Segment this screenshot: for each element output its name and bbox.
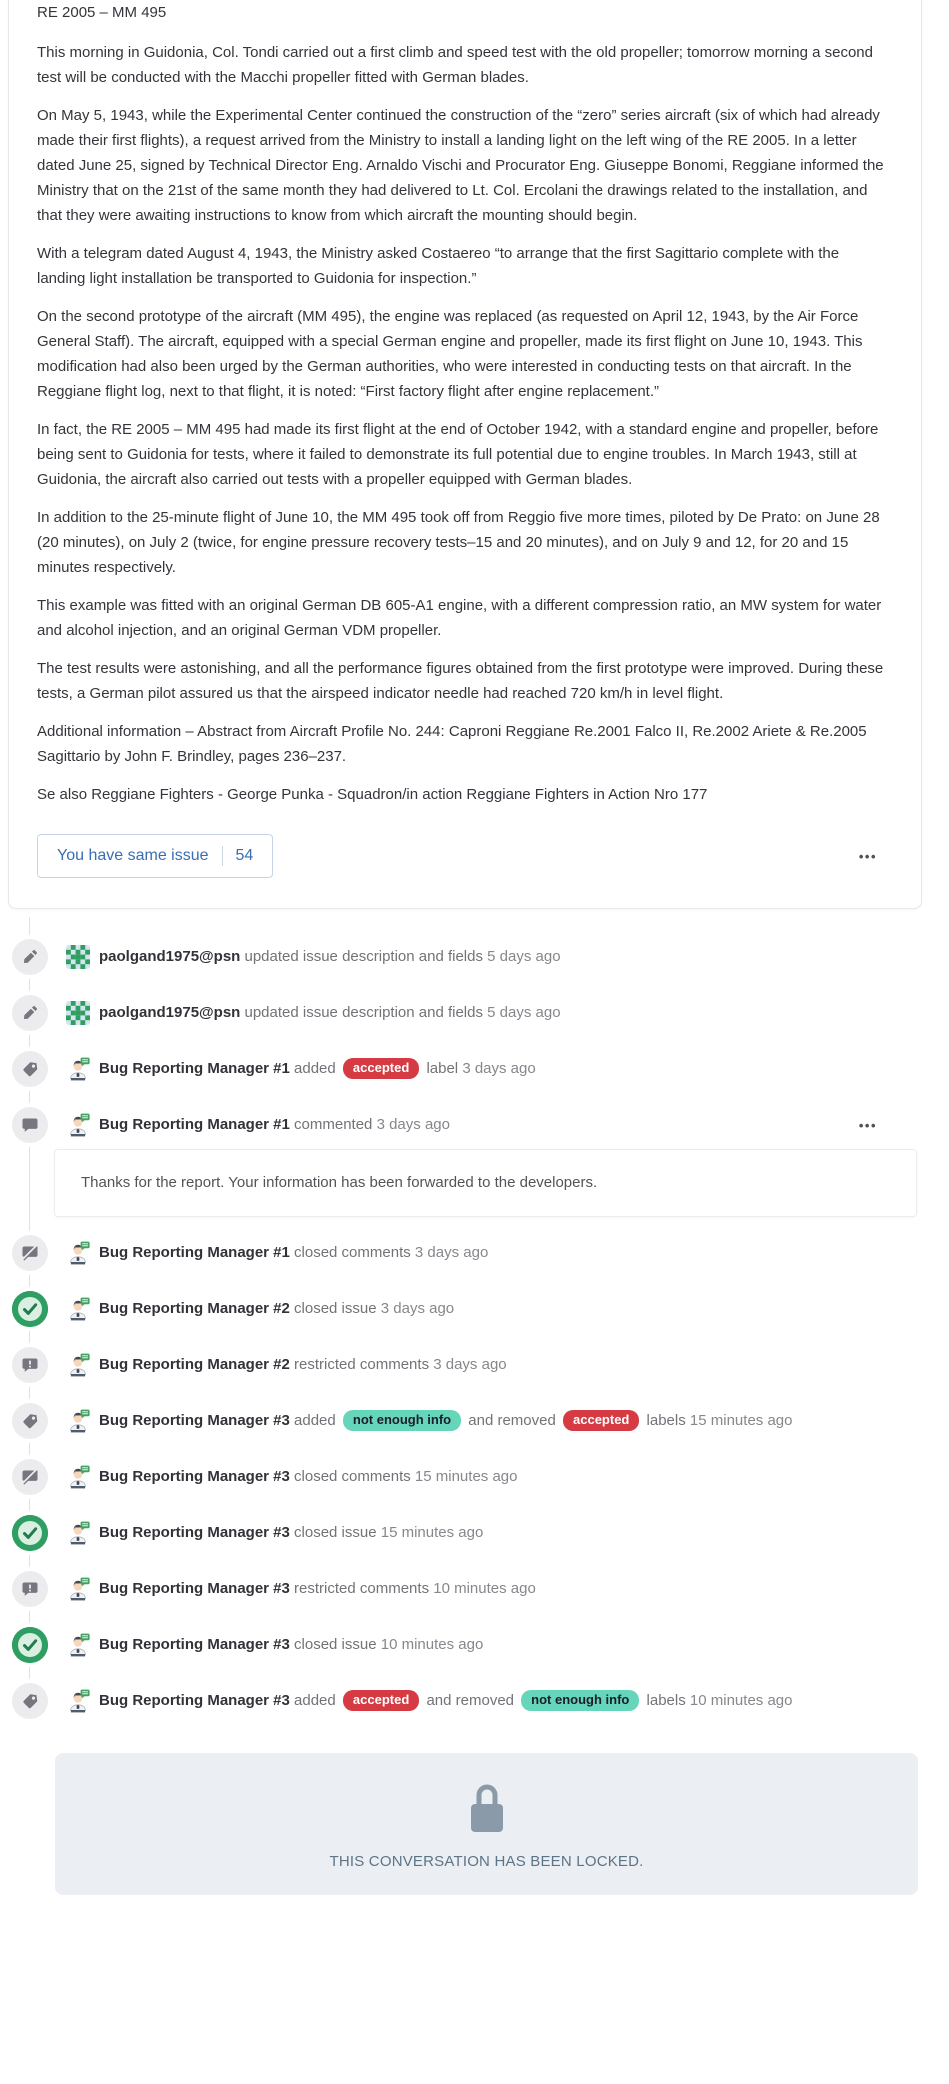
same-issue-button[interactable]: [37, 834, 273, 878]
timestamp: 5 days ago: [487, 948, 561, 965]
manager-avatar: [66, 1465, 90, 1489]
action-text: commented: [289, 1116, 377, 1133]
timestamp: 10 minutes ago: [380, 1636, 484, 1653]
author-link[interactable]: Bug Reporting Manager #1: [99, 1060, 290, 1077]
timeline-event: [12, 1625, 922, 1665]
event-text: [99, 945, 651, 969]
description-paragraph: This example was fitted with an original German DB 605-A1 engine, with a different compression ratio, an MW system for water and alcohol injection, and an original German VDM propeller.: [37, 597, 882, 639]
label-badge[interactable]: accepted: [563, 1410, 639, 1431]
action-text: closed issue: [289, 1524, 381, 1541]
tag-icon: [12, 1051, 48, 1087]
author-link[interactable]: Bug Reporting Manager #3: [99, 1468, 290, 1485]
timestamp: 3 days ago: [380, 1300, 455, 1317]
author-link[interactable]: Bug Reporting Manager #1: [99, 1244, 290, 1261]
timestamp: 15 minutes ago: [380, 1524, 484, 1541]
description-paragraph: Additional information – Abstract from Aircraft Profile No. 244: Caproni Reggiane Re.2001 Falco II, Re.2002 Ariete & Re.2005 Sagittario by John F. Brindley, pages 236–237.: [37, 723, 867, 765]
manager-avatar: [66, 1353, 90, 1377]
pencil-icon: [12, 939, 48, 975]
action-text: added: [289, 1692, 340, 1709]
description-paragraph: In addition to the 25-minute flight of June 10, the MM 495 took off from Reggio five more times, piloted by De Prato: on June 28 (20 minutes), on July 2 (twice, for engine pressure recovery tests–15 and 20 minutes), and on July 9 and 12, for 20 and 15 minutes respectively.: [37, 509, 880, 576]
timeline-event: [12, 937, 922, 977]
description-paragraph: The test results were astonishing, and all the performance figures obtained from the first prototype were improved. During these tests, a German pilot assured us that the airspeed indicator needle had reached 720 km/h in level flight.: [37, 660, 884, 702]
timeline-event: [12, 1049, 922, 1089]
manager-avatar: [66, 1409, 90, 1433]
author-link[interactable]: Bug Reporting Manager #2: [99, 1356, 290, 1373]
author-link[interactable]: Bug Reporting Manager #3: [99, 1412, 290, 1429]
timestamp: 15 minutes ago: [689, 1412, 793, 1429]
label-badge[interactable]: accepted: [343, 1690, 419, 1711]
issue-title: RE 2005 – MM 495: [37, 4, 167, 21]
comment-icon: [12, 1107, 48, 1143]
manager-avatar: [66, 1521, 90, 1545]
event-text: [99, 1113, 540, 1137]
manager-avatar: [66, 1577, 90, 1601]
label-badge[interactable]: accepted: [343, 1058, 419, 1079]
action-text: labels: [642, 1692, 690, 1709]
same-issue-count: 54: [235, 847, 254, 864]
manager-avatar: [66, 1689, 90, 1713]
user-avatar: [66, 1001, 90, 1025]
timeline-event: [12, 1401, 922, 1441]
author-link[interactable]: paolgand1975@psn: [99, 1004, 241, 1021]
manager-avatar: [66, 1633, 90, 1657]
event-text: [99, 1057, 626, 1081]
action-text: restricted comments: [289, 1580, 434, 1597]
description-paragraph: On May 5, 1943, while the Experimental Center continued the construction of the “zero” series aircraft (six of which had already made their first flights), a request arrived from the Ministry to install a landing light on the left wing of the RE 2005. In a letter dated June 25, signed by Technical Director Eng. Arnaldo Vischi and Procurator Eng. Giuseppe Bonomi, Reggiane informed the Ministry that on the 21st of the same month they had delivered to Lt. Col. Ercolani the drawings related to the installation, and that they were awaiting instructions to know from which aircraft the mounting should begin.: [37, 107, 884, 224]
description-paragraph: Se also Reggiane Fighters - George Punka - Squadron/in action Reggiane Fighters in Action Nro 177: [37, 786, 708, 803]
author-link[interactable]: Bug Reporting Manager #3: [99, 1692, 290, 1709]
description-paragraph: On the second prototype of the aircraft (MM 495), the engine was replaced (as requested on April 12, 1943, by the Air Force General Staff). The aircraft, equipped with a special German engine and propeller, made its first flight on June 10, 1943. This modification had also been urged by the German authorities, who were interested in conducting tests on that aircraft. In the Reggiane flight log, next to that flight, it is noted: “First factory flight after engine replacement.”: [37, 308, 863, 400]
comment-alert-icon: [12, 1347, 48, 1383]
button-divider: [222, 846, 223, 866]
timeline-event: [12, 1513, 922, 1553]
action-text: closed issue: [289, 1300, 381, 1317]
locked-conversation-panel: [55, 1753, 918, 1895]
description-paragraph: This morning in Guidonia, Col. Tondi carried out a first climb and speed test with the old propeller; tomorrow morning a second test will be conducted with the Macchi propeller fitted with German blades.: [37, 44, 873, 86]
timestamp: 5 days ago: [487, 1004, 561, 1021]
event-text: [99, 1689, 882, 1713]
locked-message: THIS CONVERSATION HAS BEEN LOCKED.: [329, 1852, 644, 1870]
author-link[interactable]: Bug Reporting Manager #3: [99, 1636, 290, 1653]
action-text: updated issue description and fields: [240, 948, 488, 965]
check-icon: [12, 1627, 48, 1663]
manager-avatar: [66, 1057, 90, 1081]
author-link[interactable]: paolgand1975@psn: [99, 948, 241, 965]
action-text: restricted comments: [289, 1356, 434, 1373]
manager-avatar: [66, 1297, 90, 1321]
action-text: closed issue: [289, 1636, 381, 1653]
tag-icon: [12, 1403, 48, 1439]
timeline-event: [12, 1681, 922, 1721]
event-text: [99, 1577, 626, 1601]
pencil-icon: [12, 995, 48, 1031]
lock-icon: [467, 1779, 507, 1840]
timeline-event: [12, 1105, 922, 1145]
action-text: and removed: [422, 1692, 519, 1709]
comment-off-icon: [12, 1459, 48, 1495]
description-paragraph: With a telegram dated August 4, 1943, the Ministry asked Costaereo “to arrange that the first Sagittario complete with the landing light installation be transported to Guidonia for inspection.”: [37, 245, 840, 287]
action-text: label: [422, 1060, 463, 1077]
user-avatar: [66, 945, 90, 969]
event-text: [99, 1241, 578, 1265]
timeline: [0, 937, 949, 1721]
author-link[interactable]: Bug Reporting Manager #3: [99, 1524, 290, 1541]
timestamp: 15 minutes ago: [414, 1468, 518, 1485]
manager-avatar: [66, 1113, 90, 1137]
event-text: [99, 1297, 544, 1321]
more-options-button[interactable]: •••: [858, 848, 877, 864]
check-icon: [12, 1515, 48, 1551]
action-text: added: [289, 1060, 340, 1077]
event-text: [99, 1409, 882, 1433]
tag-icon: [12, 1683, 48, 1719]
event-text: [99, 1465, 607, 1489]
comment-alert-icon: [12, 1571, 48, 1607]
timestamp: 3 days ago: [462, 1060, 536, 1077]
manager-avatar: [66, 1241, 90, 1265]
timestamp: 10 minutes ago: [689, 1692, 793, 1709]
author-link[interactable]: Bug Reporting Manager #2: [99, 1300, 290, 1317]
action-text: closed comments: [289, 1468, 415, 1485]
timeline-event: [12, 1569, 922, 1609]
comment-off-icon: [12, 1235, 48, 1271]
timeline-event: [12, 1289, 922, 1329]
description-footer: [37, 834, 889, 878]
comment-text: Thanks for the report. Your information has been forwarded to the developers.: [81, 1174, 598, 1191]
label-badge[interactable]: not enough info: [521, 1690, 639, 1711]
author-link[interactable]: Bug Reporting Manager #1: [99, 1116, 290, 1133]
timestamp: 3 days ago: [433, 1356, 507, 1373]
action-text: closed comments: [289, 1244, 415, 1261]
timeline-event: [12, 1345, 922, 1385]
same-issue-label: You have same issue: [57, 847, 209, 864]
timestamp: 10 minutes ago: [433, 1580, 536, 1597]
comment-body: [54, 1149, 917, 1217]
action-text: added: [289, 1412, 340, 1429]
timeline-event: [12, 1233, 922, 1273]
comment-more-options-button[interactable]: •••: [858, 1118, 877, 1133]
timestamp: 3 days ago: [376, 1116, 450, 1133]
event-text: [99, 1521, 573, 1545]
label-badge[interactable]: not enough info: [343, 1410, 461, 1431]
issue-description-card: [8, 0, 922, 909]
event-text: [99, 1001, 651, 1025]
action-text: updated issue description and fields: [240, 1004, 488, 1021]
description-paragraphs: [37, 40, 889, 807]
action-text: and removed: [464, 1412, 560, 1429]
description-paragraph: In fact, the RE 2005 – MM 495 had made its first flight at the end of October 1942, with a standard engine and propeller, before being sent to Guidonia for tests, where it failed to demonstrate its full potential due to engine troubles. In March 1943, still at Guidonia, the aircraft also carried out tests with a propeller equipped with German blades.: [37, 421, 879, 488]
timeline-event: [12, 1457, 922, 1497]
event-text: [99, 1353, 597, 1377]
event-text: [99, 1633, 573, 1657]
timeline-event: [12, 993, 922, 1033]
author-link[interactable]: Bug Reporting Manager #3: [99, 1580, 290, 1597]
timestamp: 3 days ago: [414, 1244, 489, 1261]
check-icon: [12, 1291, 48, 1327]
action-text: labels: [642, 1412, 690, 1429]
